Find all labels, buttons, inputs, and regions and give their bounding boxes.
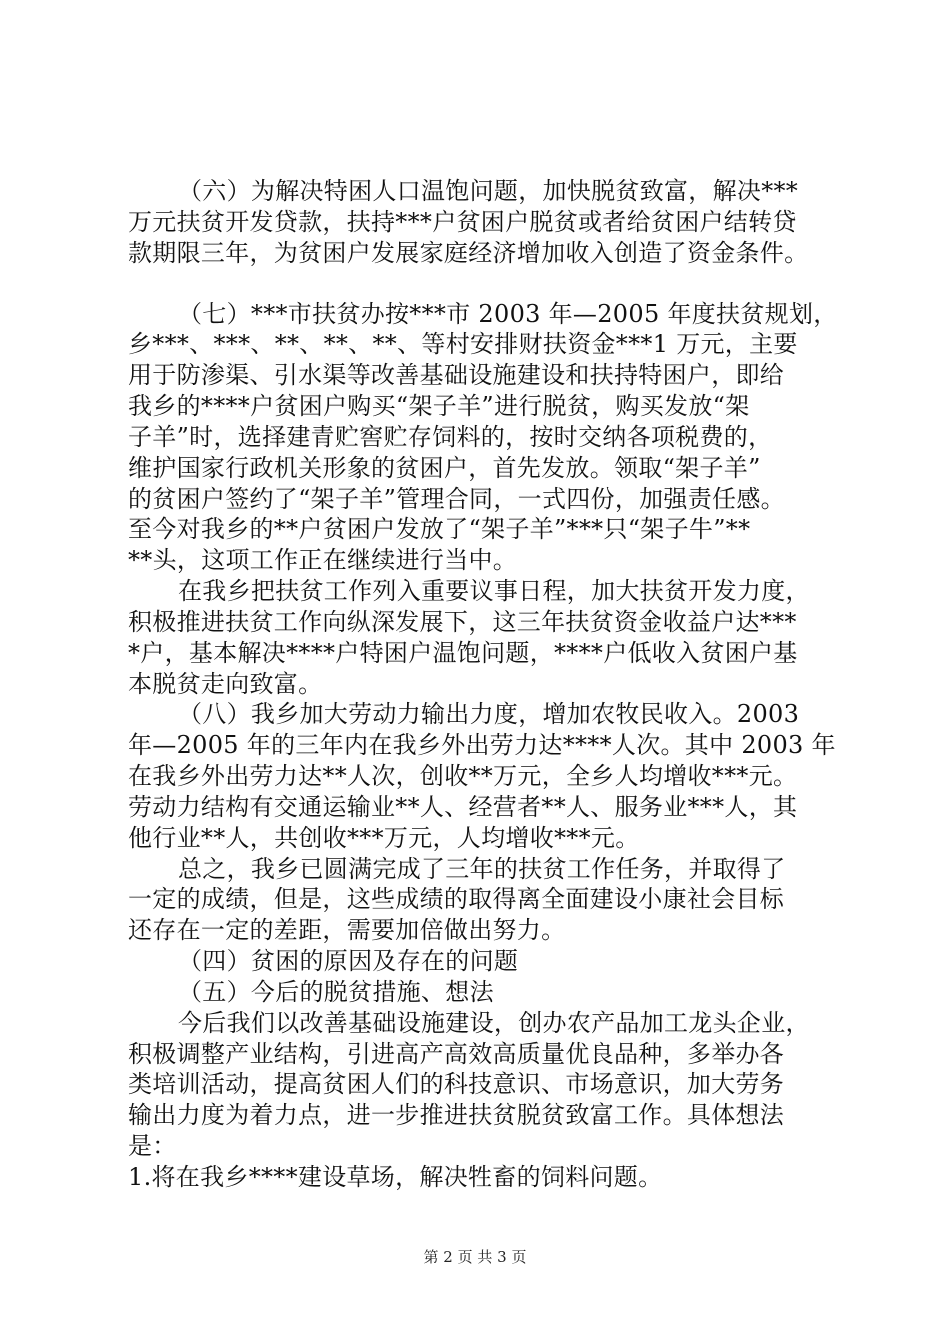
paragraph-6-line-1: （六）为解决特困人口温饱问题，加快脱贫致富，解决*** bbox=[178, 177, 799, 205]
paragraph-7-line-8: 至今对我乡的**户贫困户发放了“架子羊”***只“架子牛”** bbox=[128, 515, 751, 543]
section-5-heading: （五）今后的脱贫措施、想法 bbox=[178, 978, 494, 1006]
conclusion-line-2: 一定的成绩，但是，这些成绩的取得离全面建设小康社会目标 bbox=[128, 885, 785, 913]
measures-line-5: 是： bbox=[128, 1132, 177, 1160]
paragraph-7-line-1: （七）***市扶贫办按***市 2003 年—2005 年度扶贫规划， bbox=[178, 300, 838, 328]
conclusion-line-3: 还存在一定的差距，需要加倍做出努力。 bbox=[128, 916, 566, 944]
paragraph-7-line-4: 我乡的****户贫困户购买“架子羊”进行脱贫，购买发放“架 bbox=[128, 392, 750, 420]
paragraph-7-line-6: 维护国家行政机关形象的贫困户，首先发放。领取“架子羊” bbox=[128, 454, 761, 482]
paragraph-6-line-3: 款期限三年，为贫困户发展家庭经济增加收入创造了资金条件。 bbox=[128, 239, 809, 267]
paragraph-8-line-4: 劳动力结构有交通运输业**人、经营者**人、服务业***人，其 bbox=[128, 793, 798, 821]
paragraph-7-line-5: 子羊”时，选择建青贮窖贮存饲料的，按时交纳各项税费的， bbox=[128, 423, 773, 451]
paragraph-6-line-2: 万元扶贫开发贷款，扶持***户贫困户脱贫或者给贫困户结转贷 bbox=[128, 208, 797, 236]
summary-paragraph-line-3: *户，基本解决****户特困户温饱问题，****户低收入贫困户基 bbox=[128, 639, 798, 667]
section-4-heading: （四）贫困的原因及存在的问题 bbox=[178, 947, 519, 975]
summary-paragraph-line-2: 积极推进扶贫工作向纵深发展下，这三年扶贫资金收益户达*** bbox=[128, 608, 797, 636]
paragraph-8-line-2: 年—2005 年的三年内在我乡外出劳力达****人次。其中 2003 年 bbox=[128, 731, 836, 759]
paragraph-8-line-3: 在我乡外出劳力达**人次，创收**万元，全乡人均增收***元。 bbox=[128, 762, 798, 790]
paragraph-7-line-2: 乡***、***、**、**、**、等村安排财扶资金***1 万元，主要 bbox=[128, 330, 798, 358]
paragraph-8-line-1: （八）我乡加大劳动力输出力度，增加农牧民收入。2003 bbox=[178, 700, 800, 728]
summary-paragraph-line-4: 本脱贫走向致富。 bbox=[128, 670, 323, 698]
page-number-footer: 第 2 页 共 3 页 bbox=[423, 1248, 527, 1266]
summary-paragraph-line-1: 在我乡把扶贫工作列入重要议事日程，加大扶贫开发力度， bbox=[178, 577, 810, 605]
measures-line-3: 类培训活动，提高贫困人们的科技意识、市场意识，加大劳务 bbox=[128, 1070, 785, 1098]
measures-line-2: 积极调整产业结构，引进高产高效高质量优良品种，多举办各 bbox=[128, 1040, 785, 1068]
paragraph-7-line-3: 用于防渗渠、引水渠等改善基础设施建设和扶持特困户，即给 bbox=[128, 361, 785, 389]
measures-line-4: 输出力度为着力点，进一步推进扶贫脱贫致富工作。具体想法 bbox=[128, 1101, 785, 1129]
conclusion-line-1: 总之，我乡已圆满完成了三年的扶贫工作任务，并取得了 bbox=[178, 855, 786, 883]
paragraph-7-line-7: 的贫困户签约了“架子羊”管理合同，一式四份，加强责任感。 bbox=[128, 485, 785, 513]
paragraph-7-line-9: **头，这项工作正在继续进行当中。 bbox=[128, 546, 518, 574]
measures-line-1: 今后我们以改善基础设施建设，创办农产品加工龙头企业， bbox=[178, 1009, 810, 1037]
paragraph-8-line-5: 他行业**人，共创收***万元，人均增收***元。 bbox=[128, 824, 640, 852]
measure-item-1: 1.将在我乡****建设草场，解决牲畜的饲料问题。 bbox=[128, 1163, 663, 1191]
